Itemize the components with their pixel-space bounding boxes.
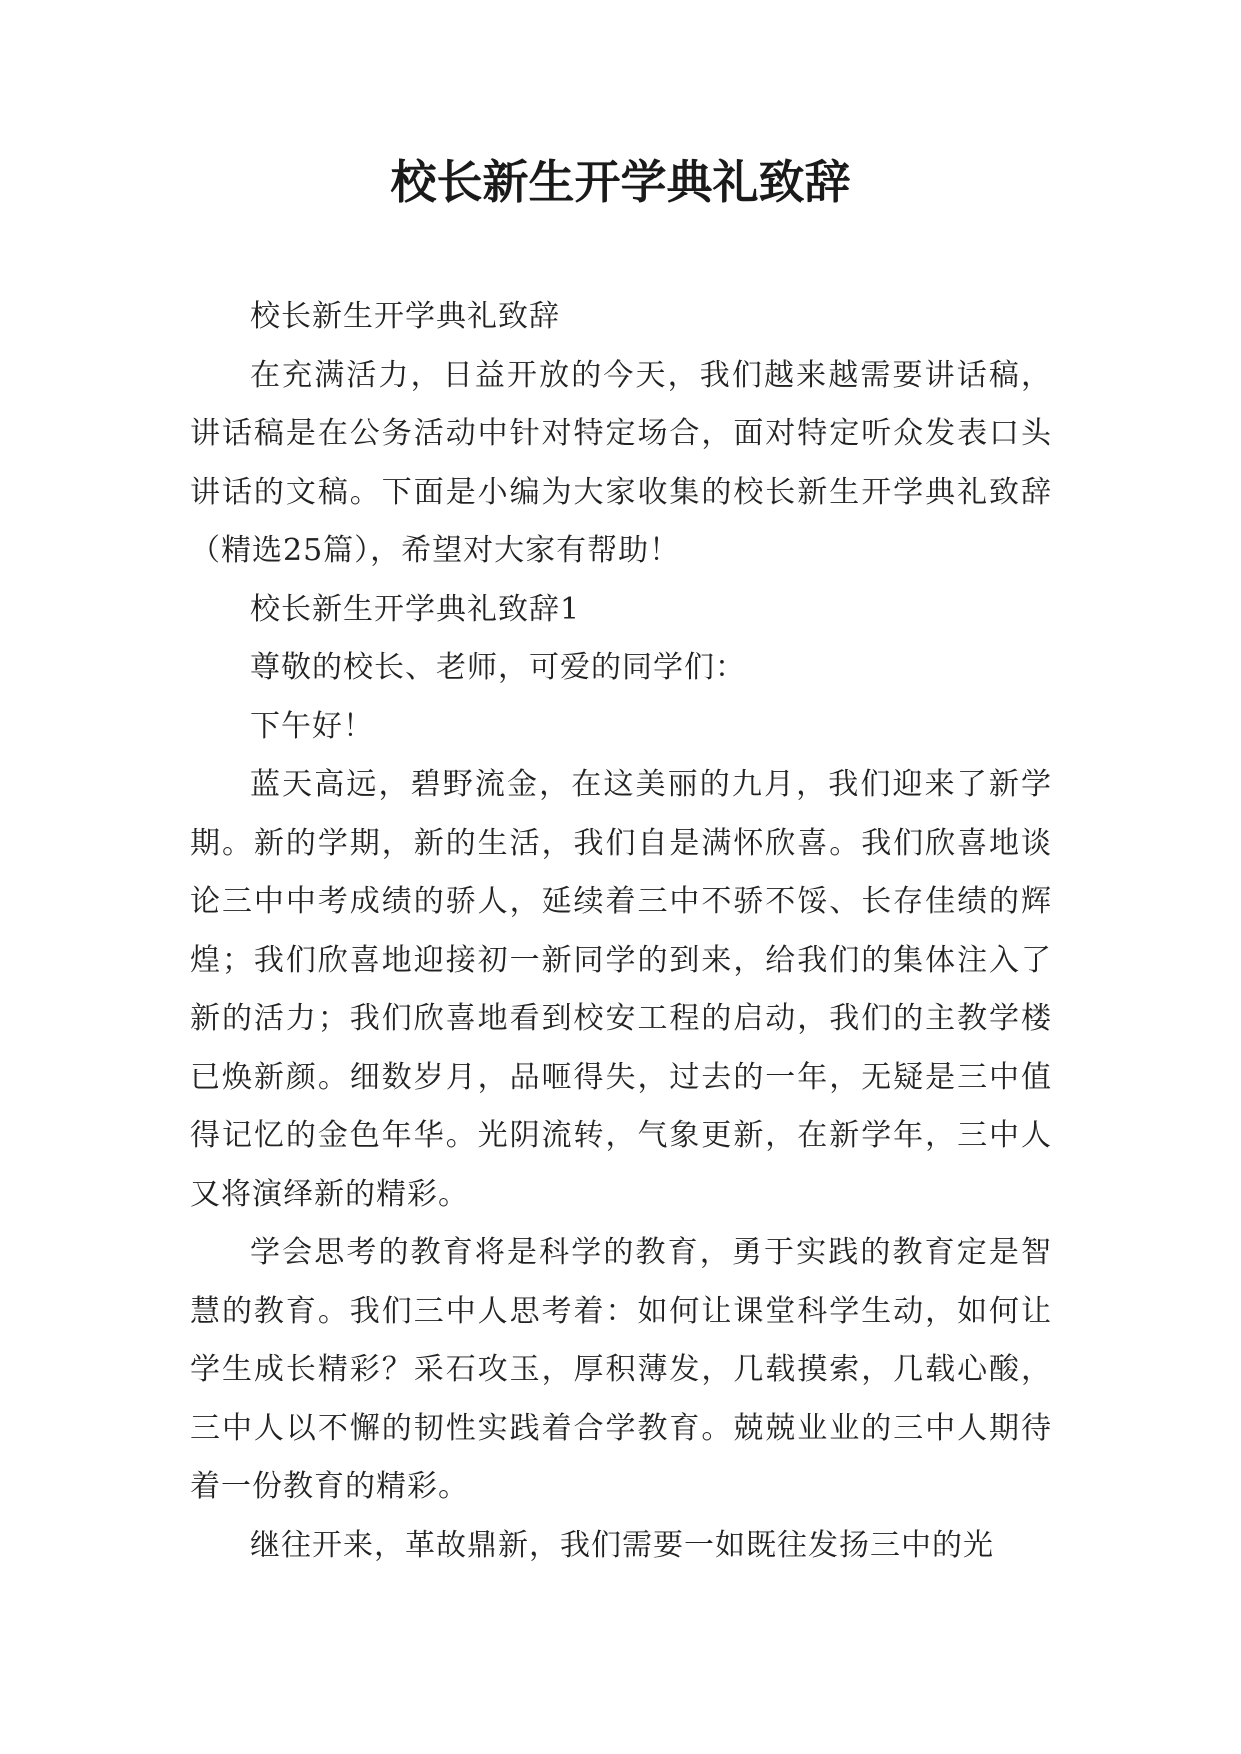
paragraph-intro: 在充满活力，日益开放的今天，我们越来越需要讲话稿，讲话稿是在公务活动中针对特定场合，面对特定听众发表口头讲话的文稿。下面是小编为大家收集的校长新生开学典礼致辞（精选25篇），希望对大家有帮助！ [190,357,1052,568]
paragraph-heading: 校长新生开学典礼致辞 [250,299,560,334]
document-body [190,288,1052,1575]
paragraph-body: 蓝天高远，碧野流金，在这美丽的九月，我们迎来了新学期。新的学期，新的生活，我们自是满怀欣喜。我们欣喜地谈论三中中考成绩的骄人，延续着三中不骄不馁、长存佳绩的辉煌；我们欣喜地迎接初一新同学的到来，给我们的集体注入了新的活力；我们欣喜地看到校安工程的启动，我们的主教学楼已焕新颜。细数岁月，品咂得失，过去的一年，无疑是三中值得记忆的金色年华。光阴流转，气象更新，在新学年，三中人又将演绎新的精彩。 [190,767,1052,1212]
paragraph-section-title: 校长新生开学典礼致辞1 [250,591,581,627]
document-title: 校长新生开学典礼致辞 [390,155,851,209]
paragraph-salutation: 尊敬的校长、老师，可爱的同学们： [250,650,746,685]
paragraph-greeting: 下午好！ [250,708,374,744]
paragraph-body: 继往开来，革故鼎新，我们需要一如既往发扬三中的光 [250,1527,994,1563]
paragraph-body: 学会思考的教育将是科学的教育，勇于实践的教育定是智慧的教育。我们三中人思考着：如何让课堂科学生动，如何让学生成长精彩？采石攻玉，厚积薄发，几载摸索，几载心酸，三中人以不懈的韧性实践着合学教育。兢兢业业的三中人期待着一份教育的精彩。 [190,1235,1052,1504]
